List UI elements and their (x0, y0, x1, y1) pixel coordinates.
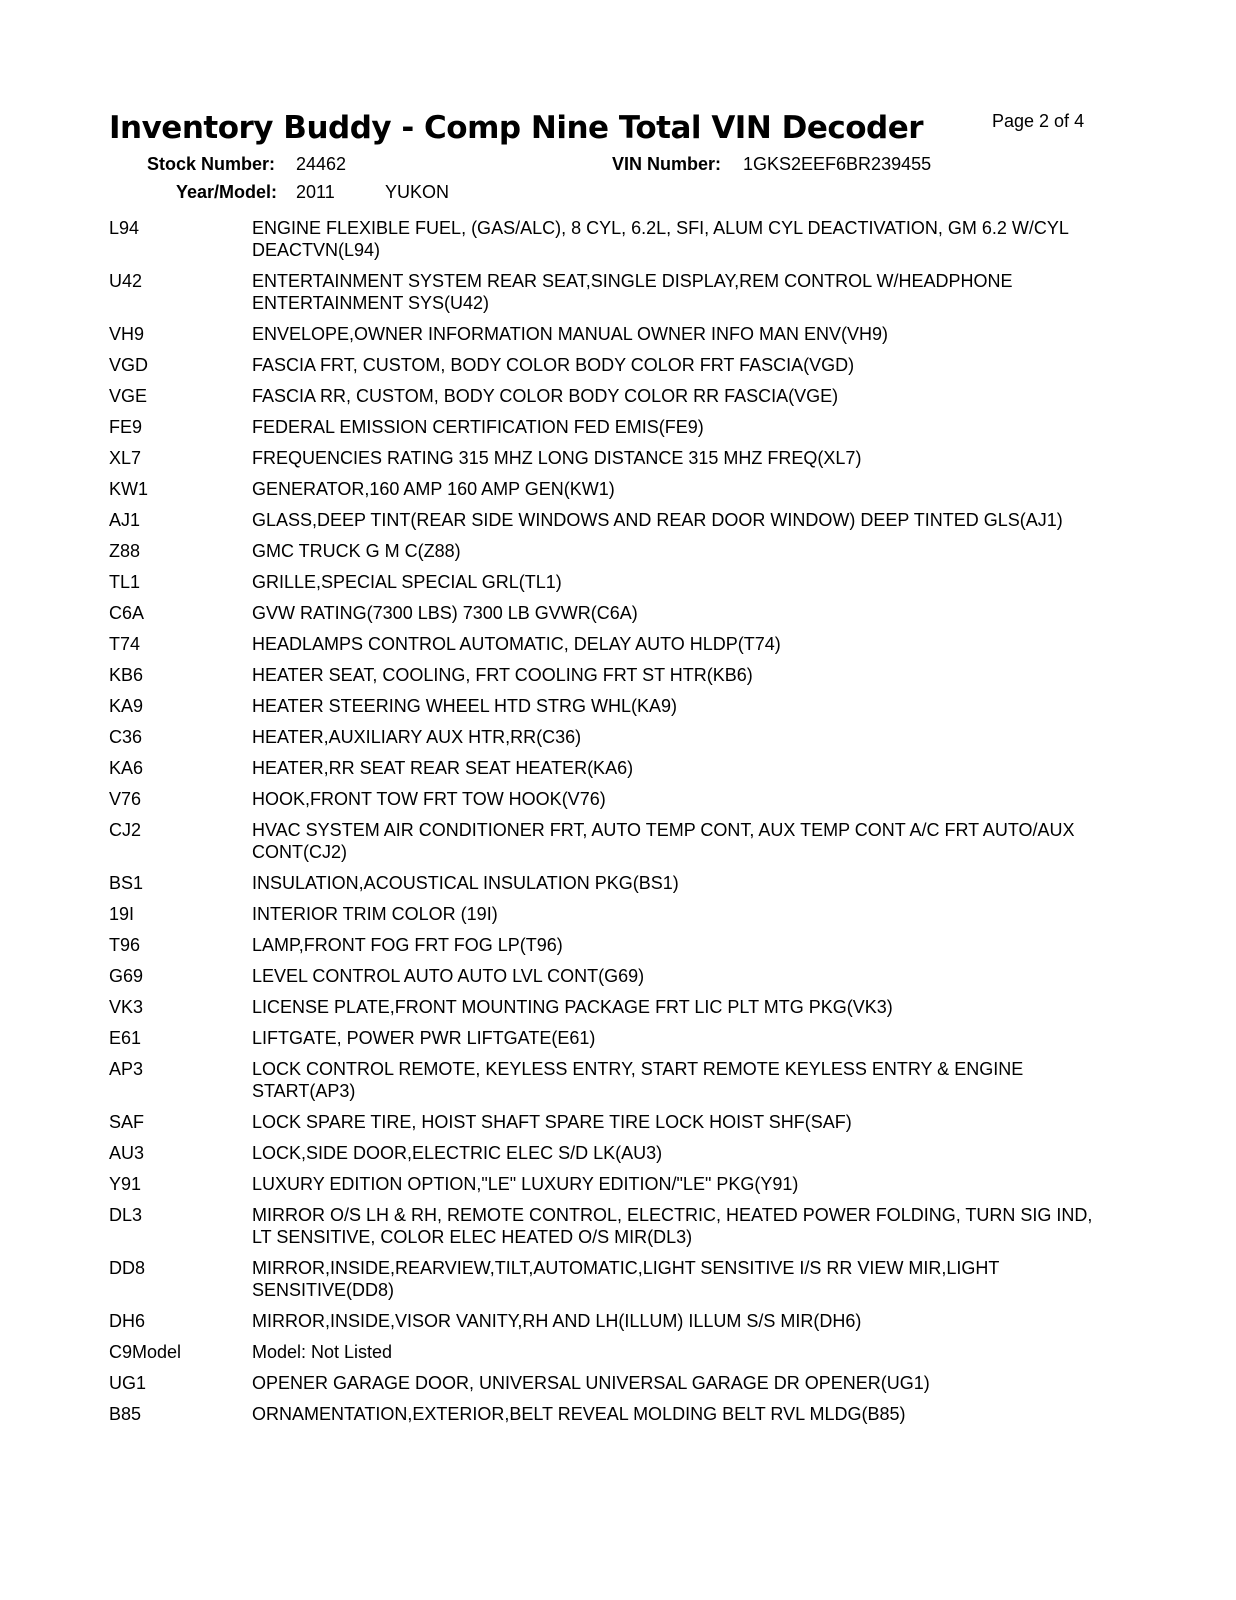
option-code: AP3 (109, 1059, 144, 1079)
option-description: FASCIA FRT, CUSTOM, BODY COLOR BODY COLOR FRT FASCIA(VGD) (252, 355, 855, 375)
option-code: VGE (109, 386, 148, 406)
list-item (109, 447, 1109, 469)
list-item (109, 217, 1109, 261)
year-value: 2011 (296, 182, 335, 202)
option-code: VGD (109, 355, 149, 375)
list-item (109, 540, 1109, 562)
option-code: KW1 (109, 479, 149, 499)
option-description: LOCK CONTROL REMOTE, KEYLESS ENTRY, START REMOTE KEYLESS ENTRY & ENGINE START(AP3) (252, 1059, 1024, 1101)
option-code: T74 (109, 634, 141, 654)
option-code: 19I (109, 904, 135, 924)
option-description: FASCIA RR, CUSTOM, BODY COLOR BODY COLOR RR FASCIA(VGE) (252, 386, 839, 406)
option-code: E61 (109, 1028, 142, 1048)
document-title: Inventory Buddy - Comp Nine Total VIN Decoder (109, 110, 924, 146)
option-description: Model: Not Listed (252, 1342, 393, 1362)
option-code: C6A (109, 603, 145, 623)
list-item (109, 1173, 1109, 1195)
list-item (109, 1403, 1109, 1425)
vin-number-value: 1GKS2EEF6BR239455 (743, 154, 932, 174)
option-description: ENGINE FLEXIBLE FUEL, (GAS/ALC), 8 CYL, 6.2L, SFI, ALUM CYL DEACTIVATION, GM 6.2 W/CYL DEACTVN(L94) (252, 218, 1069, 260)
list-item (109, 1310, 1109, 1332)
list-item (109, 478, 1109, 500)
option-code: C36 (109, 727, 143, 747)
list-item (109, 1058, 1109, 1102)
option-code: AU3 (109, 1143, 145, 1163)
stock-number-label: Stock Number: (147, 154, 276, 174)
list-item (109, 602, 1109, 624)
option-description: HVAC SYSTEM AIR CONDITIONER FRT, AUTO TEMP CONT, AUX TEMP CONT A/C FRT AUTO/AUX CONT(CJ2) (252, 820, 1075, 862)
option-description: GVW RATING(7300 LBS) 7300 LB GVWR(C6A) (252, 603, 638, 623)
option-description: LUXURY EDITION OPTION,"LE" LUXURY EDITION/"LE" PKG(Y91) (252, 1174, 799, 1194)
option-code: KA9 (109, 696, 144, 716)
option-description: INTERIOR TRIM COLOR (19I) (252, 904, 498, 924)
option-description: LICENSE PLATE,FRONT MOUNTING PACKAGE FRT LIC PLT MTG PKG(VK3) (252, 997, 893, 1017)
option-description: GMC TRUCK G M C(Z88) (252, 541, 461, 561)
option-description: MIRROR,INSIDE,VISOR VANITY,RH AND LH(ILLUM) ILLUM S/S MIR(DH6) (252, 1311, 862, 1331)
option-code: KA6 (109, 758, 144, 778)
list-item (109, 1111, 1109, 1133)
option-description: GRILLE,SPECIAL SPECIAL GRL(TL1) (252, 572, 562, 592)
option-description: GENERATOR,160 AMP 160 AMP GEN(KW1) (252, 479, 615, 499)
option-code: CJ2 (109, 820, 142, 840)
option-description: OPENER GARAGE DOOR, UNIVERSAL UNIVERSAL GARAGE DR OPENER(UG1) (252, 1373, 930, 1393)
option-code: V76 (109, 789, 142, 809)
list-item (109, 757, 1109, 779)
option-description: LIFTGATE, POWER PWR LIFTGATE(E61) (252, 1028, 596, 1048)
list-item (109, 726, 1109, 748)
option-description: MIRROR,INSIDE,REARVIEW,TILT,AUTOMATIC,LIGHT SENSITIVE I/S RR VIEW MIR,LIGHT SENSITIVE(DD8) (252, 1258, 1000, 1300)
option-code: BS1 (109, 873, 144, 893)
model-value: YUKON (385, 182, 450, 202)
option-description: FREQUENCIES RATING 315 MHZ LONG DISTANCE 315 MHZ FREQ(XL7) (252, 448, 862, 468)
option-code: Z88 (109, 541, 141, 561)
option-description: HEATER,AUXILIARY AUX HTR,RR(C36) (252, 727, 582, 747)
option-description: GLASS,DEEP TINT(REAR SIDE WINDOWS AND REAR DOOR WINDOW) DEEP TINTED GLS(AJ1) (252, 510, 1063, 530)
option-description: ENVELOPE,OWNER INFORMATION MANUAL OWNER INFO MAN ENV(VH9) (252, 324, 889, 344)
option-code: VK3 (109, 997, 144, 1017)
list-item (109, 416, 1109, 438)
list-item (109, 903, 1109, 925)
list-item (109, 1341, 1109, 1363)
option-code: T96 (109, 935, 141, 955)
list-item (109, 633, 1109, 655)
list-item (109, 1372, 1109, 1394)
option-code: L94 (109, 218, 140, 238)
option-code: UG1 (109, 1373, 147, 1393)
option-description: ENTERTAINMENT SYSTEM REAR SEAT,SINGLE DISPLAY,REM CONTROL W/HEADPHONE ENTERTAINMENT SYS(U42) (252, 271, 1013, 313)
list-item (109, 354, 1109, 376)
list-item (109, 996, 1109, 1018)
option-description: HEATER,RR SEAT REAR SEAT HEATER(KA6) (252, 758, 634, 778)
option-description: HEATER STEERING WHEEL HTD STRG WHL(KA9) (252, 696, 678, 716)
list-item (109, 788, 1109, 810)
option-description: LOCK,SIDE DOOR,ELECTRIC ELEC S/D LK(AU3) (252, 1143, 663, 1163)
option-code: Y91 (109, 1174, 142, 1194)
list-item (109, 872, 1109, 894)
option-description: LAMP,FRONT FOG FRT FOG LP(T96) (252, 935, 563, 955)
option-code: AJ1 (109, 510, 141, 530)
list-item (109, 965, 1109, 987)
option-code: DD8 (109, 1258, 146, 1278)
option-description: LEVEL CONTROL AUTO AUTO LVL CONT(G69) (252, 966, 645, 986)
list-item (109, 934, 1109, 956)
option-description: FEDERAL EMISSION CERTIFICATION FED EMIS(FE9) (252, 417, 704, 437)
option-code: KB6 (109, 665, 144, 685)
list-item (109, 323, 1109, 345)
option-code: G69 (109, 966, 144, 986)
option-description: MIRROR O/S LH & RH, REMOTE CONTROL, ELECTRIC, HEATED POWER FOLDING, TURN SIG IND, LT SENSITIVE, COLOR ELEC HEATED O/S MIR(DL3) (252, 1205, 1093, 1247)
year-model-label: Year/Model: (176, 182, 278, 202)
list-item (109, 509, 1109, 531)
page-number: Page 2 of 4 (992, 111, 1085, 131)
option-code: U42 (109, 271, 143, 291)
option-code: SAF (109, 1112, 145, 1132)
option-description: INSULATION,ACOUSTICAL INSULATION PKG(BS1) (252, 873, 679, 893)
option-description: HEATER SEAT, COOLING, FRT COOLING FRT ST HTR(KB6) (252, 665, 753, 685)
option-code: FE9 (109, 417, 143, 437)
list-item (109, 695, 1109, 717)
option-code: DH6 (109, 1311, 146, 1331)
option-description: LOCK SPARE TIRE, HOIST SHAFT SPARE TIRE LOCK HOIST SHF(SAF) (252, 1112, 852, 1132)
option-code-list (109, 217, 1109, 1434)
option-code: VH9 (109, 324, 145, 344)
option-description: HOOK,FRONT TOW FRT TOW HOOK(V76) (252, 789, 606, 809)
list-item (109, 270, 1109, 314)
list-item (109, 385, 1109, 407)
list-item (109, 664, 1109, 686)
list-item (109, 1142, 1109, 1164)
option-code: B85 (109, 1404, 142, 1424)
stock-number-value: 24462 (296, 154, 347, 174)
list-item (109, 1257, 1109, 1301)
list-item (109, 819, 1109, 863)
option-code: DL3 (109, 1205, 143, 1225)
option-code: XL7 (109, 448, 142, 468)
option-code: TL1 (109, 572, 141, 592)
list-item (109, 1204, 1109, 1248)
list-item (109, 571, 1109, 593)
option-description: ORNAMENTATION,EXTERIOR,BELT REVEAL MOLDING BELT RVL MLDG(B85) (252, 1404, 906, 1424)
option-code: C9Model (109, 1342, 182, 1362)
option-description: HEADLAMPS CONTROL AUTOMATIC, DELAY AUTO HLDP(T74) (252, 634, 781, 654)
vin-number-label: VIN Number: (612, 154, 722, 174)
list-item (109, 1027, 1109, 1049)
